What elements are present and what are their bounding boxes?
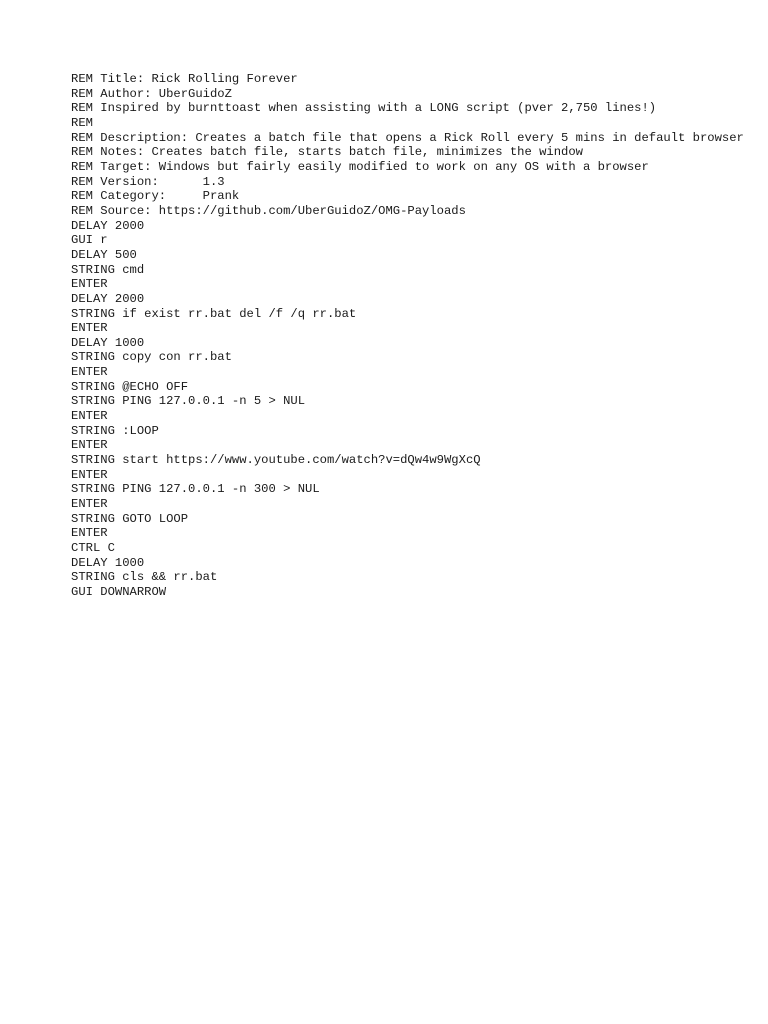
script-line: DELAY 2000 <box>71 291 145 306</box>
script-line: STRING GOTO LOOP <box>71 511 189 526</box>
script-line: ENTER <box>71 497 108 512</box>
script-line: ENTER <box>71 277 108 292</box>
script-line: STRING :LOOP <box>71 423 159 438</box>
script-line: STRING if exist rr.bat del /f /q rr.bat <box>71 306 357 321</box>
script-line: CTRL C <box>71 541 115 555</box>
script-line: ENTER <box>71 321 108 336</box>
script-line: DELAY 1000 <box>71 555 145 570</box>
script-line: DELAY 500 <box>71 247 137 262</box>
script-line: STRING cmd <box>71 262 145 277</box>
script-line: ENTER <box>71 409 108 424</box>
script-text-block <box>71 72 751 600</box>
script-line: REM Author: UberGuidoZ <box>71 86 232 101</box>
script-line: REM Target: Windows but fairly easily modified to work on any OS with a browser <box>71 159 649 174</box>
script-line: STRING copy con rr.bat <box>71 350 232 365</box>
script-line: REM Category: Prank <box>71 189 240 204</box>
script-line: GUI DOWNARROW <box>71 584 167 599</box>
script-line: ENTER <box>71 526 108 541</box>
script-line: STRING PING 127.0.0.1 -n 300 > NUL <box>71 482 320 497</box>
script-line: REM Version: 1.3 <box>71 174 225 189</box>
script-line: REM <box>71 115 93 130</box>
script-line: STRING PING 127.0.0.1 -n 5 > NUL <box>71 394 306 409</box>
script-line: STRING start https://www.youtube.com/watch?v=dQw4w9WgXcQ <box>71 453 481 468</box>
script-line: REM Description: Creates a batch file that opens a Rick Roll every 5 mins in default browser <box>71 130 744 145</box>
script-line: REM Title: Rick Rolling Forever <box>71 72 298 86</box>
script-line: ENTER <box>71 438 108 453</box>
script-line: STRING cls && rr.bat <box>71 570 218 585</box>
script-line: REM Notes: Creates batch file, starts batch file, minimizes the window <box>71 145 583 160</box>
script-line: DELAY 1000 <box>71 335 145 350</box>
script-line: ENTER <box>71 365 108 380</box>
script-line: REM Inspired by burnttoast when assisting with a LONG script (pver 2,750 lines!) <box>71 101 657 116</box>
script-line: ENTER <box>71 467 108 482</box>
script-line: GUI r <box>71 233 108 248</box>
script-line: STRING @ECHO OFF <box>71 379 189 394</box>
script-line: REM Source: https://github.com/UberGuidoZ/OMG-Payloads <box>71 203 466 218</box>
script-line: DELAY 2000 <box>71 218 145 233</box>
